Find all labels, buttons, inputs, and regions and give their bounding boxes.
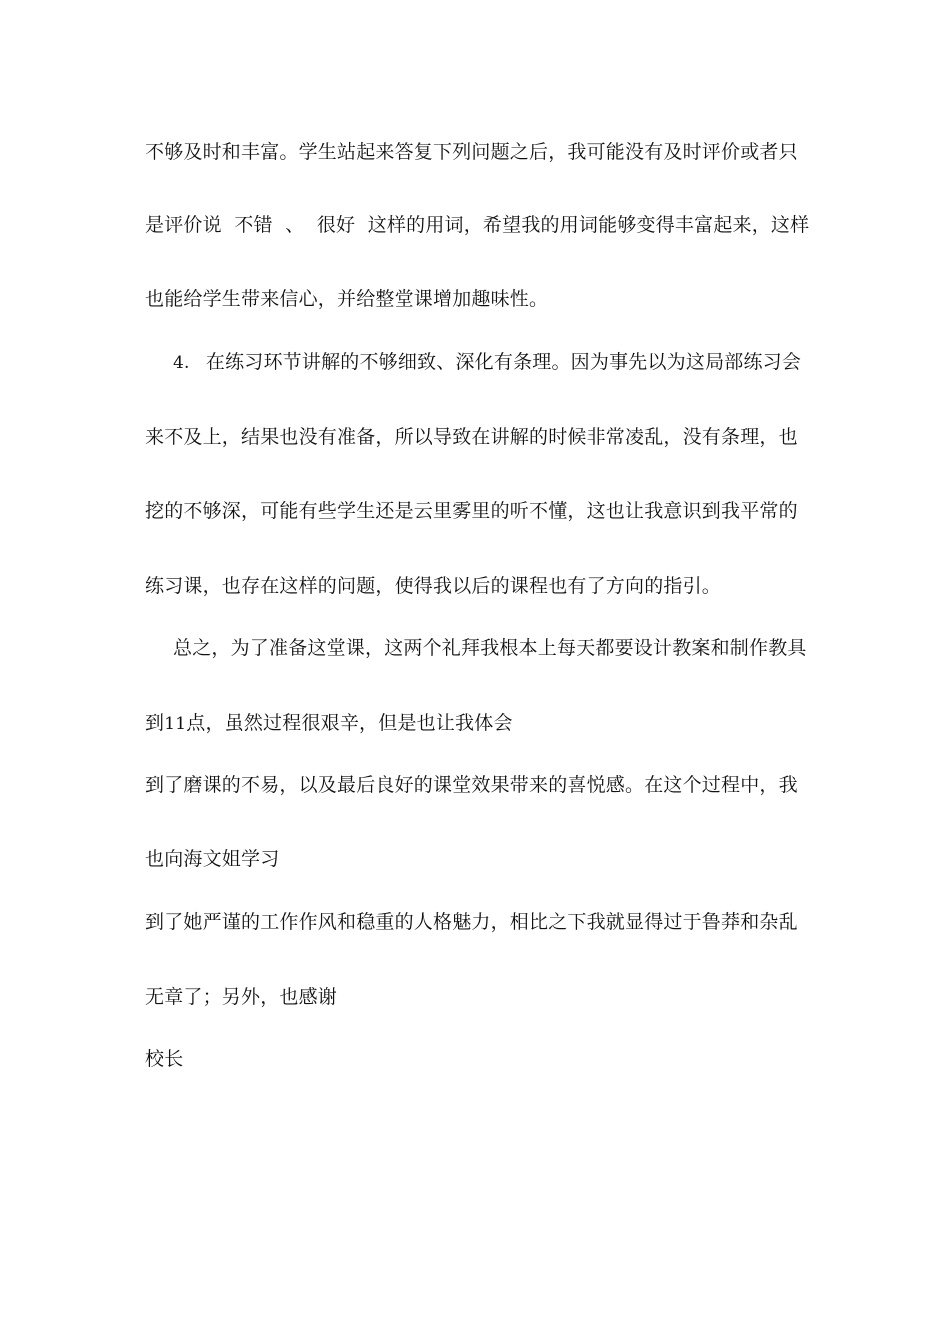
text-line-14: 校长 (145, 1048, 184, 1070)
text-line-9 (145, 711, 513, 736)
number-11: 11 (164, 714, 187, 734)
text-line-7: 练习课，也存在这样的问题，使得我以后的课程也有了方向的指引。 (145, 575, 722, 597)
text-fragment: 点，虽然过程很艰辛，但是也让我体会 (186, 712, 513, 734)
text-line-3: 也能给学生带来信心，并给整堂课增加趣味性。 (145, 288, 549, 310)
text-line-1: 不够及时和丰富。学生站起来答复下列问题之后，我可能没有及时评价或者只 (145, 141, 798, 163)
text-line-8: 总之，为了准备这堂课，这两个礼拜我根本上每天都要设计教案和制作教具 (173, 637, 807, 659)
text-line-5: 来不及上，结果也没有准备，所以导致在讲解的时候非常凌乱，没有条理，也 (145, 426, 798, 448)
text-line-2: 是评价说 不错 、 很好 这样的用词，希望我的用词能够变得丰富起来，这样 (145, 214, 810, 236)
list-item-4 (173, 350, 801, 375)
list-number: 4. (173, 353, 190, 373)
text-line-6: 挖的不够深，可能有些学生还是云里雾里的听不懂，这也让我意识到我平常的 (145, 500, 798, 522)
text-line-10: 到了磨课的不易，以及最后良好的课堂效果带来的喜悦感。在这个过程中，我 (145, 774, 798, 796)
list-item-text: 在练习环节讲解的不够细致、深化有条理。因为事先以为这局部练习会 (205, 351, 802, 373)
text-fragment: 到 (145, 712, 165, 734)
text-line-13: 无章了；另外，也感谢 (145, 986, 338, 1008)
text-line-11: 也向海文姐学习 (145, 848, 280, 870)
text-line-12: 到了她严谨的工作作风和稳重的人格魅力，相比之下我就显得过于鲁莽和杂乱 (145, 911, 798, 933)
